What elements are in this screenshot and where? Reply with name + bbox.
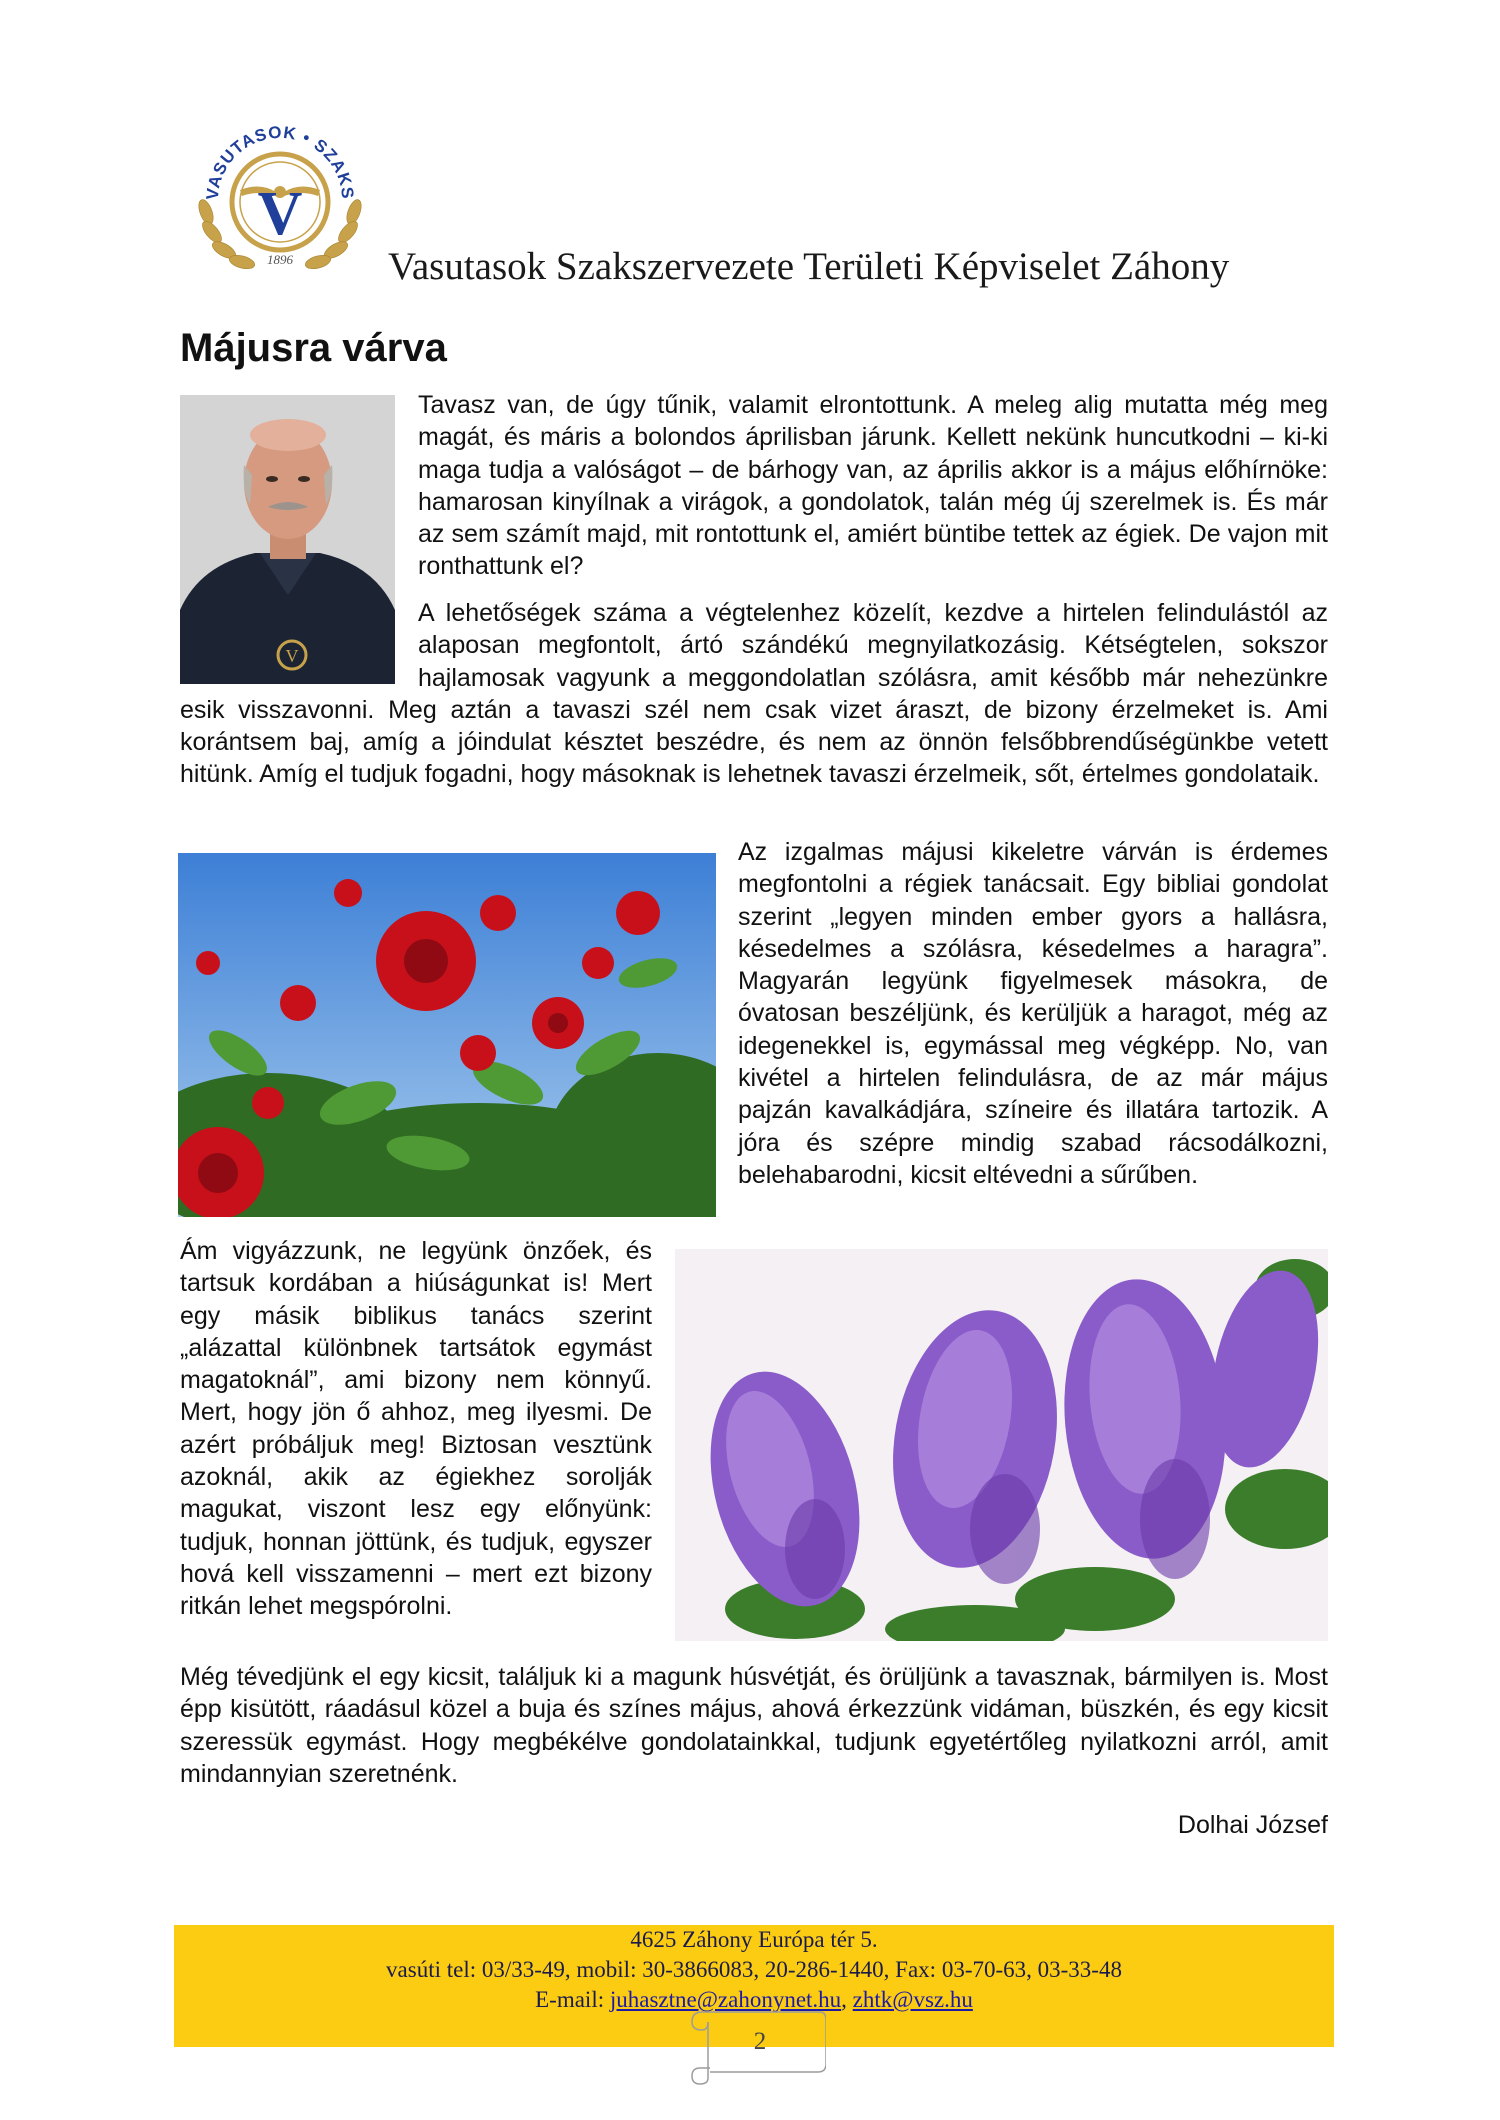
svg-text:V: V — [257, 180, 303, 248]
union-logo — [188, 92, 372, 280]
article-paragraph: Az izgalmas májusi kikeletre várván is érdemes megfontolni a régiek tanácsait. Egy bibliai gondolat szerint „legyen minden ember gyors a hallásra, késedelmes a szólásra, késedelmes a haragra”. Magyarán legyünk figyelmesek másokra, de óvatosan beszéljünk, és kerüljük a haragot, még az idegenekkel is, egymással meg végképp. No, van kivétel a hirtelen felindulásra, de az már május pajzán kavalkádjára, színeire és illatára tartozik. A jóra és szépre mindig szabad rácsodálkozni, belehabarodni, kicsit eltévedni a sűrűben. — [738, 838, 1328, 1189]
email-link-zhtk[interactable]: zhtk@vsz.hu — [852, 1987, 973, 2012]
article-paragraph-wrap — [180, 597, 1328, 791]
article-paragraph: Tavasz van, de úgy tűnik, valamit elrontottunk. A meleg alig mutatta még meg magát, és máris a bolondos áprilisban járunk. Kellett nekünk huncutkodni – ki-ki maga tudja a valóságot – de bárhogy van, az április akkor is a május előhírnöke: hamarosan kinyílnak a virágok, a gondolatok, talán még új szerelmek is. És már az sem számít majd, mit rontottunk el, amiért büntibe tettek az égiek. De vajon mit ronthattunk el? — [418, 391, 1328, 581]
email-separator: , — [841, 1987, 847, 2012]
footer-phones: vasúti tel: 03/33-49, mobil: 30-3866083, 20-286-1440, Fax: 03-70-63, 03-33-48 — [386, 1957, 1122, 1982]
article-paragraph: Még tévedjünk el egy kicsit, találjuk ki a magunk húsvétját, és örüljünk a tavasznak, bármilyen is. Most épp kisütött, ráadásul közel a buja és színes május, ahová érkezzünk vidáman, büszkén, és egy kicsit szeressük egymást. Hogy megbékélve gondolatainkkal, tudjunk egyetértőleg nyilatkozni arról, amit mindannyian szeretnénk. — [180, 1663, 1328, 1788]
lilac-photo — [675, 1249, 1328, 1641]
author-signature: Dolhai József — [1177, 1811, 1328, 1839]
page-number: 2 — [753, 2028, 767, 2055]
footer-address: 4625 Záhony Európa tér 5. — [630, 1927, 878, 1952]
email-link-juhasztne[interactable]: juhasztne@zahonynet.hu — [609, 1987, 842, 2012]
svg-text:VASUTASOK • SZAKSZERVEZETE: VASUTASOK • SZAKS — [202, 122, 358, 201]
article-paragraph: Ám vigyázzunk, ne legyünk önzőek, és tartsuk kordában a hiúságunkat is! Mert egy másik biblikus tanács szerint „alázattal különbnek tartsátok egymást magatoknál”, ami bizony nem könnyű. Mert, hogy jön ő ahhoz, meg ilyesmi. De azért próbáljuk meg! Biztosan vesztünk azoknál, akik az égiekhez sorolják magukat, viszont lesz egy előnyünk: tudjuk, honnan jöttünk, és tudjuk, egyszer hová kell visszamenni – mert ezt bizony ritkán lehet megspórolni. — [180, 1237, 652, 1621]
svg-text:1896: 1896 — [267, 252, 293, 267]
svg-text:V: V — [285, 646, 299, 666]
footer-email-label: E-mail: — [535, 1987, 605, 2012]
red-roses-photo — [178, 853, 716, 1217]
article-title: Májusra várva — [180, 326, 447, 370]
organization-name: Vasutasok Szakszervezete Területi Képviselet Záhony — [388, 245, 1230, 288]
union-emblem-icon — [188, 92, 372, 280]
article-paragraph: A lehetőségek száma a végtelenhez közelít, kezdve a hirtelen felindulástól az alaposan megfontolt, ártó szándékú megnyilatkozásig. Kétségtelen, sokszor hajlamosak vagyunk a meggondolatlan szólásra, amit később már nehezünkre esik visszavonni. Meg aztán a tavaszi szél nem csak vizet áraszt, de bizony érzelmeket is. Ami korántsem baj, amíg a jóindulat késztet beszédre, és nem az önnön felsőbbrendűségünkbe vetett hitünk. Amíg el tudjuk fogadni, hogy másoknak is lehetnek tavaszi érzelmeik, sőt, értelmes gondolataik. — [180, 599, 1328, 789]
